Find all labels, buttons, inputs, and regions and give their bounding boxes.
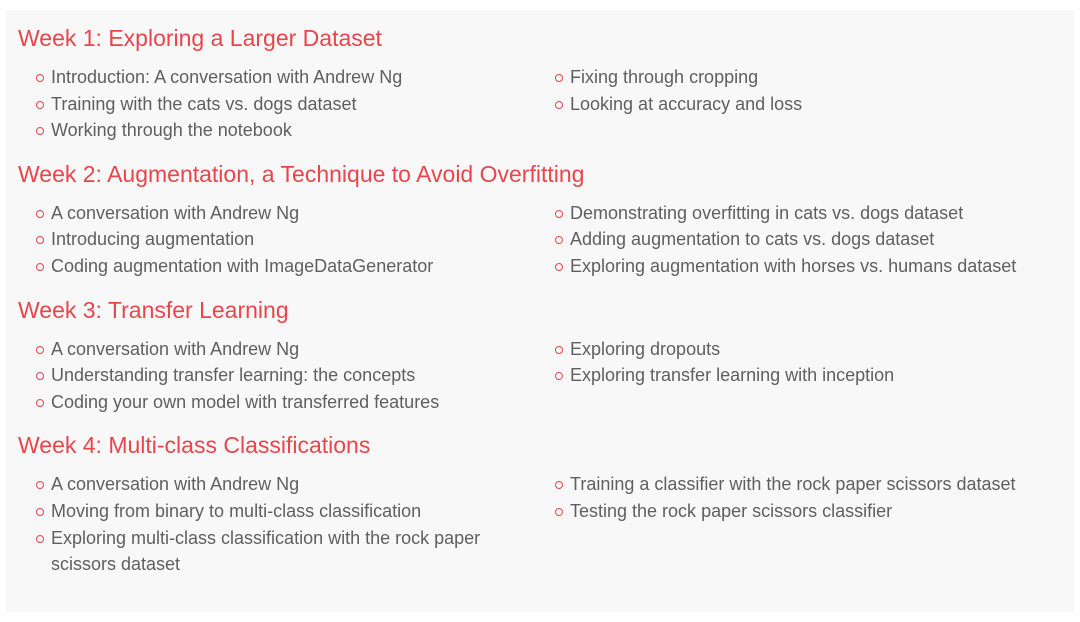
week-2-left-column xyxy=(18,200,555,280)
list-item-label: Introduction: A conversation with Andrew Ng xyxy=(51,67,403,87)
circle-bullet-icon xyxy=(36,399,44,407)
list-item-label: A conversation with Andrew Ng xyxy=(51,338,300,359)
circle-bullet-icon xyxy=(36,481,44,489)
week-3-section xyxy=(18,292,1074,416)
list-item-label: Testing the rock paper scissors classifier xyxy=(570,500,893,521)
circle-bullet-icon xyxy=(36,127,44,135)
list-item-label: Demonstrating overfitting in cats vs. dogs dataset xyxy=(570,202,964,223)
list-item-label: Training a classifier with the rock paper scissors dataset xyxy=(570,474,1016,495)
week-1-section xyxy=(18,20,1074,144)
week-1-right-column xyxy=(555,64,1074,144)
list-item xyxy=(555,200,1074,227)
week-2-right-column xyxy=(555,200,1074,280)
week-4-section xyxy=(18,427,1074,577)
week-1-topics xyxy=(18,64,1074,144)
circle-bullet-icon xyxy=(36,101,44,109)
list-item-label: Looking at accuracy and loss xyxy=(570,93,803,114)
list-item xyxy=(36,226,555,253)
list-item-label: Exploring multi-class classification with the rock paper scissors dataset xyxy=(51,527,481,575)
circle-bullet-icon xyxy=(36,263,44,271)
circle-bullet-icon xyxy=(36,508,44,516)
circle-bullet-icon xyxy=(555,101,563,109)
circle-bullet-icon xyxy=(555,372,563,380)
list-item-label: A conversation with Andrew Ng xyxy=(51,202,300,223)
week-4-left-column xyxy=(18,471,555,577)
list-item xyxy=(36,117,555,144)
circle-bullet-icon xyxy=(555,74,563,82)
list-item-label: Exploring transfer learning with inception xyxy=(570,365,895,386)
list-item-label: Moving from binary to multi-class classification xyxy=(51,500,422,521)
list-item xyxy=(36,362,555,389)
list-item-label: Exploring augmentation with horses vs. humans dataset xyxy=(570,255,1017,276)
list-item-label: Working through the notebook xyxy=(51,120,292,141)
list-item-label: Understanding transfer learning: the concepts xyxy=(51,365,416,386)
list-item-label: Coding your own model with transferred features xyxy=(51,391,440,412)
circle-bullet-icon xyxy=(555,508,563,516)
list-item xyxy=(36,91,555,118)
week-1-title: Week 1: Exploring a Larger Dataset xyxy=(18,25,382,51)
week-1-left-column xyxy=(18,64,555,144)
circle-bullet-icon xyxy=(555,481,563,489)
circle-bullet-icon xyxy=(36,236,44,244)
list-item xyxy=(555,336,1074,363)
list-item xyxy=(555,471,1074,498)
circle-bullet-icon xyxy=(36,346,44,354)
list-item xyxy=(36,471,555,498)
week-3-title: Week 3: Transfer Learning xyxy=(18,296,289,323)
circle-bullet-icon xyxy=(36,535,44,543)
week-4-right-column xyxy=(555,471,1074,577)
week-2-section xyxy=(18,156,1074,280)
list-item xyxy=(36,200,555,227)
circle-bullet-icon xyxy=(36,74,44,82)
circle-bullet-icon xyxy=(555,210,563,218)
week-4-title: Week 4: Multi-class Classifications xyxy=(18,432,371,459)
week-3-right-column xyxy=(555,336,1074,416)
list-item xyxy=(555,362,1074,389)
circle-bullet-icon xyxy=(555,346,563,354)
list-item xyxy=(36,253,555,280)
circle-bullet-icon xyxy=(36,372,44,380)
list-item-label: Exploring dropouts xyxy=(570,338,721,359)
week-3-topics xyxy=(18,336,1074,416)
list-item xyxy=(555,64,1074,91)
week-3-left-column xyxy=(18,336,555,416)
list-item xyxy=(36,336,555,363)
circle-bullet-icon xyxy=(555,236,563,244)
list-item xyxy=(555,498,1074,525)
week-2-title: Week 2: Augmentation, a Technique to Avoid Overfitting xyxy=(18,160,585,187)
list-item-label: Fixing through cropping xyxy=(570,67,759,87)
list-item xyxy=(36,525,555,578)
list-item xyxy=(555,226,1074,253)
list-item-label: Coding augmentation with ImageDataGenerator xyxy=(51,255,434,276)
circle-bullet-icon xyxy=(555,263,563,271)
list-item-label: Training with the cats vs. dogs dataset xyxy=(51,93,357,114)
list-item xyxy=(36,64,555,91)
week-4-topics xyxy=(18,471,1074,577)
syllabus-panel xyxy=(6,10,1074,612)
list-item-label: Adding augmentation to cats vs. dogs dataset xyxy=(570,229,935,250)
list-item xyxy=(36,498,555,525)
list-item xyxy=(555,91,1074,118)
circle-bullet-icon xyxy=(36,210,44,218)
week-2-topics xyxy=(18,200,1074,280)
list-item-label: A conversation with Andrew Ng xyxy=(51,474,300,495)
list-item xyxy=(555,253,1074,280)
list-item-label: Introducing augmentation xyxy=(51,229,255,250)
list-item xyxy=(36,389,555,416)
